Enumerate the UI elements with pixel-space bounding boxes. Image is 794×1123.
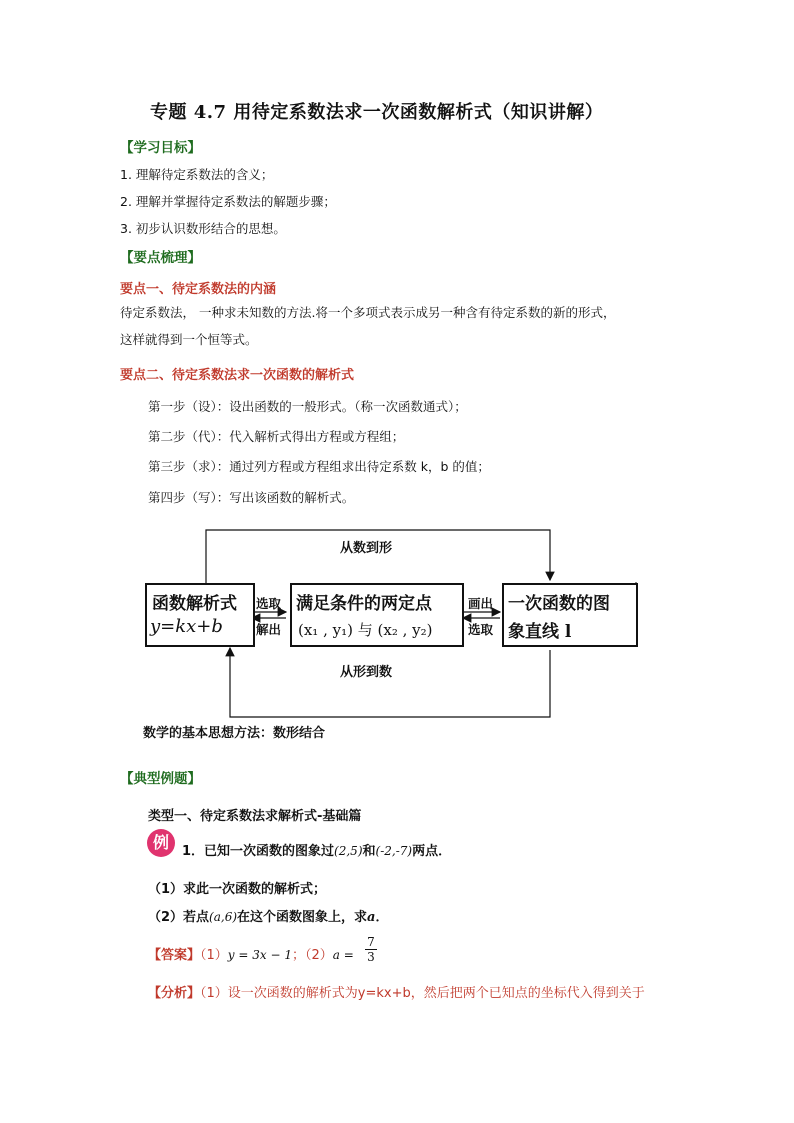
answer-line <box>148 944 354 963</box>
analysis-label: 【分析】 <box>148 986 201 1001</box>
analysis-text: （1）设一次函数的解析式为 <box>200 986 358 1001</box>
arrow2-bottom-label: 选取 <box>468 622 494 637</box>
page-title: 专题 4.7 用待定系数法求一次函数解析式（知识讲解） <box>150 102 604 123</box>
box3-line1: 一次函数的图 <box>508 594 610 614</box>
answer-part1: （1） <box>200 948 228 963</box>
analysis-eq: y=kx+b <box>357 986 411 1001</box>
objective-1: 1. 理解待定系数法的含义； <box>120 167 274 182</box>
analysis-rest: ，然后把两个已知点的坐标代入得到关于 <box>410 986 645 1001</box>
fraction-numerator: 7 <box>367 935 375 949</box>
diagram-caption: 数学的基本思想方法：数形结合 <box>143 726 326 741</box>
arrow1-top-label: 选取 <box>256 596 282 611</box>
q1-suffix: 两点． <box>412 844 452 859</box>
objective-2: 2. 理解并掌握待定系数法的解题步骤； <box>120 194 336 209</box>
sub2-prefix: （2）若点 <box>148 910 210 925</box>
sub-question-1: （1）求此一次函数的解析式； <box>148 882 327 897</box>
sub-question-2 <box>148 906 388 925</box>
q1-prefix: 1．已知一次函数的图象过 <box>182 844 335 859</box>
point-a: (2,5) <box>334 844 363 858</box>
point-b: (-2,-7) <box>375 844 413 858</box>
sub2-suffix: 在这个函数图象上，求 <box>237 910 368 925</box>
point2-heading: 要点二、待定系数法求一次函数的解析式 <box>120 368 355 383</box>
q1-and: 和 <box>362 844 376 859</box>
box3-line2: 象直线 l <box>508 622 572 642</box>
step-4: 第四步（写）：写出该函数的解析式。 <box>148 490 355 505</box>
point1-line2: 这样就得到一个恒等式。 <box>120 332 258 347</box>
section-examples: 【典型例题】 <box>120 771 201 787</box>
answer-fraction <box>365 935 377 964</box>
answer-part2: ；（2） <box>291 948 333 963</box>
section-key-points: 【要点梳理】 <box>120 250 201 266</box>
point1-line1: 待定系数法， 一种求未知数的方法.将一个多项式表示成另一种含有待定系数的新的形式， <box>120 305 616 320</box>
sub2-end: ． <box>375 910 389 925</box>
step-3: 第三步（求）：通过列方程或方程组求出待定系数 k，b 的值； <box>148 459 490 474</box>
fraction-denominator: 3 <box>367 950 375 964</box>
arrow2-top-label: 画出 <box>468 596 494 611</box>
analysis-line <box>148 982 645 1001</box>
box1-line1: 函数解析式 <box>152 594 237 614</box>
objective-3: 3. 初步认识数形结合的思想。 <box>120 221 286 236</box>
answer-eq1: y = 3x − 1 <box>227 948 292 962</box>
question-1 <box>182 840 451 859</box>
step-2: 第二步（代）：代入解析式得出方程或方程组； <box>148 429 405 444</box>
box2-line1: 满足条件的两定点 <box>296 594 432 614</box>
example-badge: 例 <box>147 829 175 857</box>
sub2-var: a <box>367 910 376 925</box>
box1-line2: y=kx+b <box>150 616 223 637</box>
flow-top-label: 从数到形 <box>340 541 393 556</box>
answer-eq2: a = <box>332 948 354 962</box>
arrow1-bottom-label: 解出 <box>256 622 282 637</box>
flow-bottom-label: 从形到数 <box>340 665 393 680</box>
section-objectives: 【学习目标】 <box>120 140 201 156</box>
loop-arrow-bottom <box>230 648 550 717</box>
point1-heading: 要点一、待定系数法的内涵 <box>120 282 277 297</box>
example-type-heading: 类型一、待定系数法求解析式-基础篇 <box>148 809 362 824</box>
answer-label: 【答案】 <box>148 948 201 963</box>
box2-line2: (x₁ , y₁) 与 (x₂ , y₂) <box>298 621 433 639</box>
sub2-point: (a,6) <box>209 910 238 924</box>
step-1: 第一步（设）：设出函数的一般形式。（称一次函数通式）； <box>148 399 467 414</box>
